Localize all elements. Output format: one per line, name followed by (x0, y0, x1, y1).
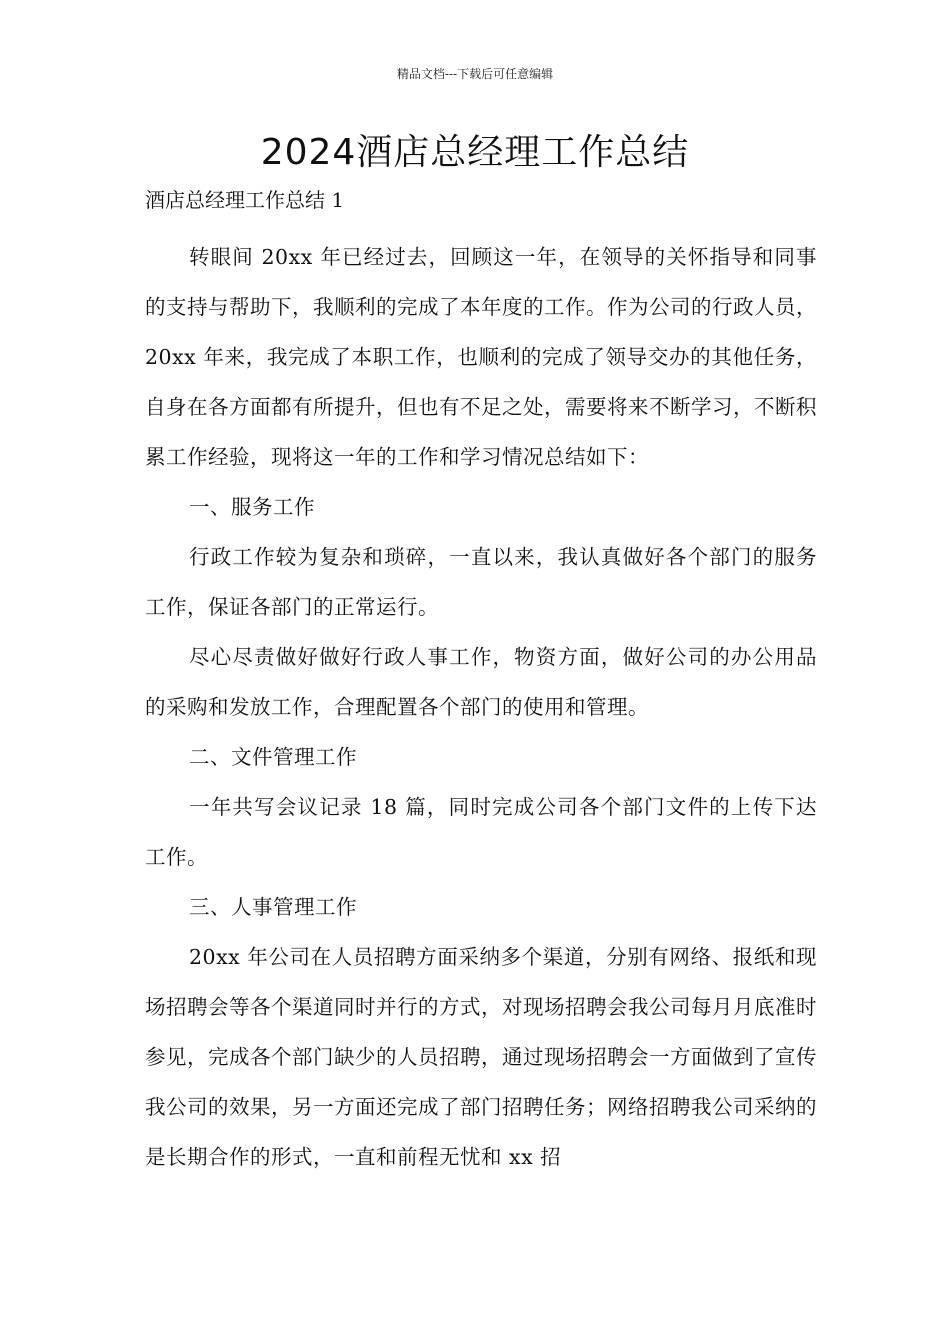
paragraph-intro: 转眼间 20xx 年已经过去，回顾这一年，在领导的关怀指导和同事的支持与帮助下，我顺利的完成了本年度的工作。作为公司的行政人员，20xx 年来，我完成了本职工作，也顺利的完成了领导交办的其他任务，自身在各方面都有所提升，但也有不足之处，需要将来不断学习，不断积累工作经验，现将这一年的工作和学习情况总结如下： (145, 245, 817, 469)
section-heading-service: 一、服务工作 (189, 495, 315, 519)
section-heading-personnel: 三、人事管理工作 (189, 895, 357, 919)
section-heading-documents: 二、文件管理工作 (189, 745, 357, 769)
paragraph-service-1: 行政工作较为复杂和琐碎，一直以来，我认真做好各个部门的服务工作，保证各部门的正常运行。 (145, 545, 817, 619)
paragraph-personnel: 20xx 年公司在人员招聘方面采纳多个渠道，分别有网络、报纸和现场招聘会等各个渠道同时并行的方式，对现场招聘会我公司每月月底准时参见，完成各个部门缺少的人员招聘，通过现场招聘会一方面做到了宣传我公司的效果，另一方面还完成了部门招聘任务；网络招聘我公司采纳的是长期合作的形式，一直和前程无忧和 xx 招 (145, 945, 817, 1169)
document-subtitle: 酒店总经理工作总结 1 (145, 188, 345, 212)
document-body (145, 232, 817, 1182)
paragraph-documents: 一年共写会议记录 18 篇，同时完成公司各个部门文件的上传下达工作。 (145, 795, 817, 869)
header-note: 精品文档---下载后可任意编辑 (396, 67, 554, 81)
document-title: 2024酒店总经理工作总结 (260, 132, 690, 173)
paragraph-service-2: 尽心尽责做好做好行政人事工作，物资方面，做好公司的办公用品的采购和发放工作，合理配置各个部门的使用和管理。 (145, 645, 817, 719)
